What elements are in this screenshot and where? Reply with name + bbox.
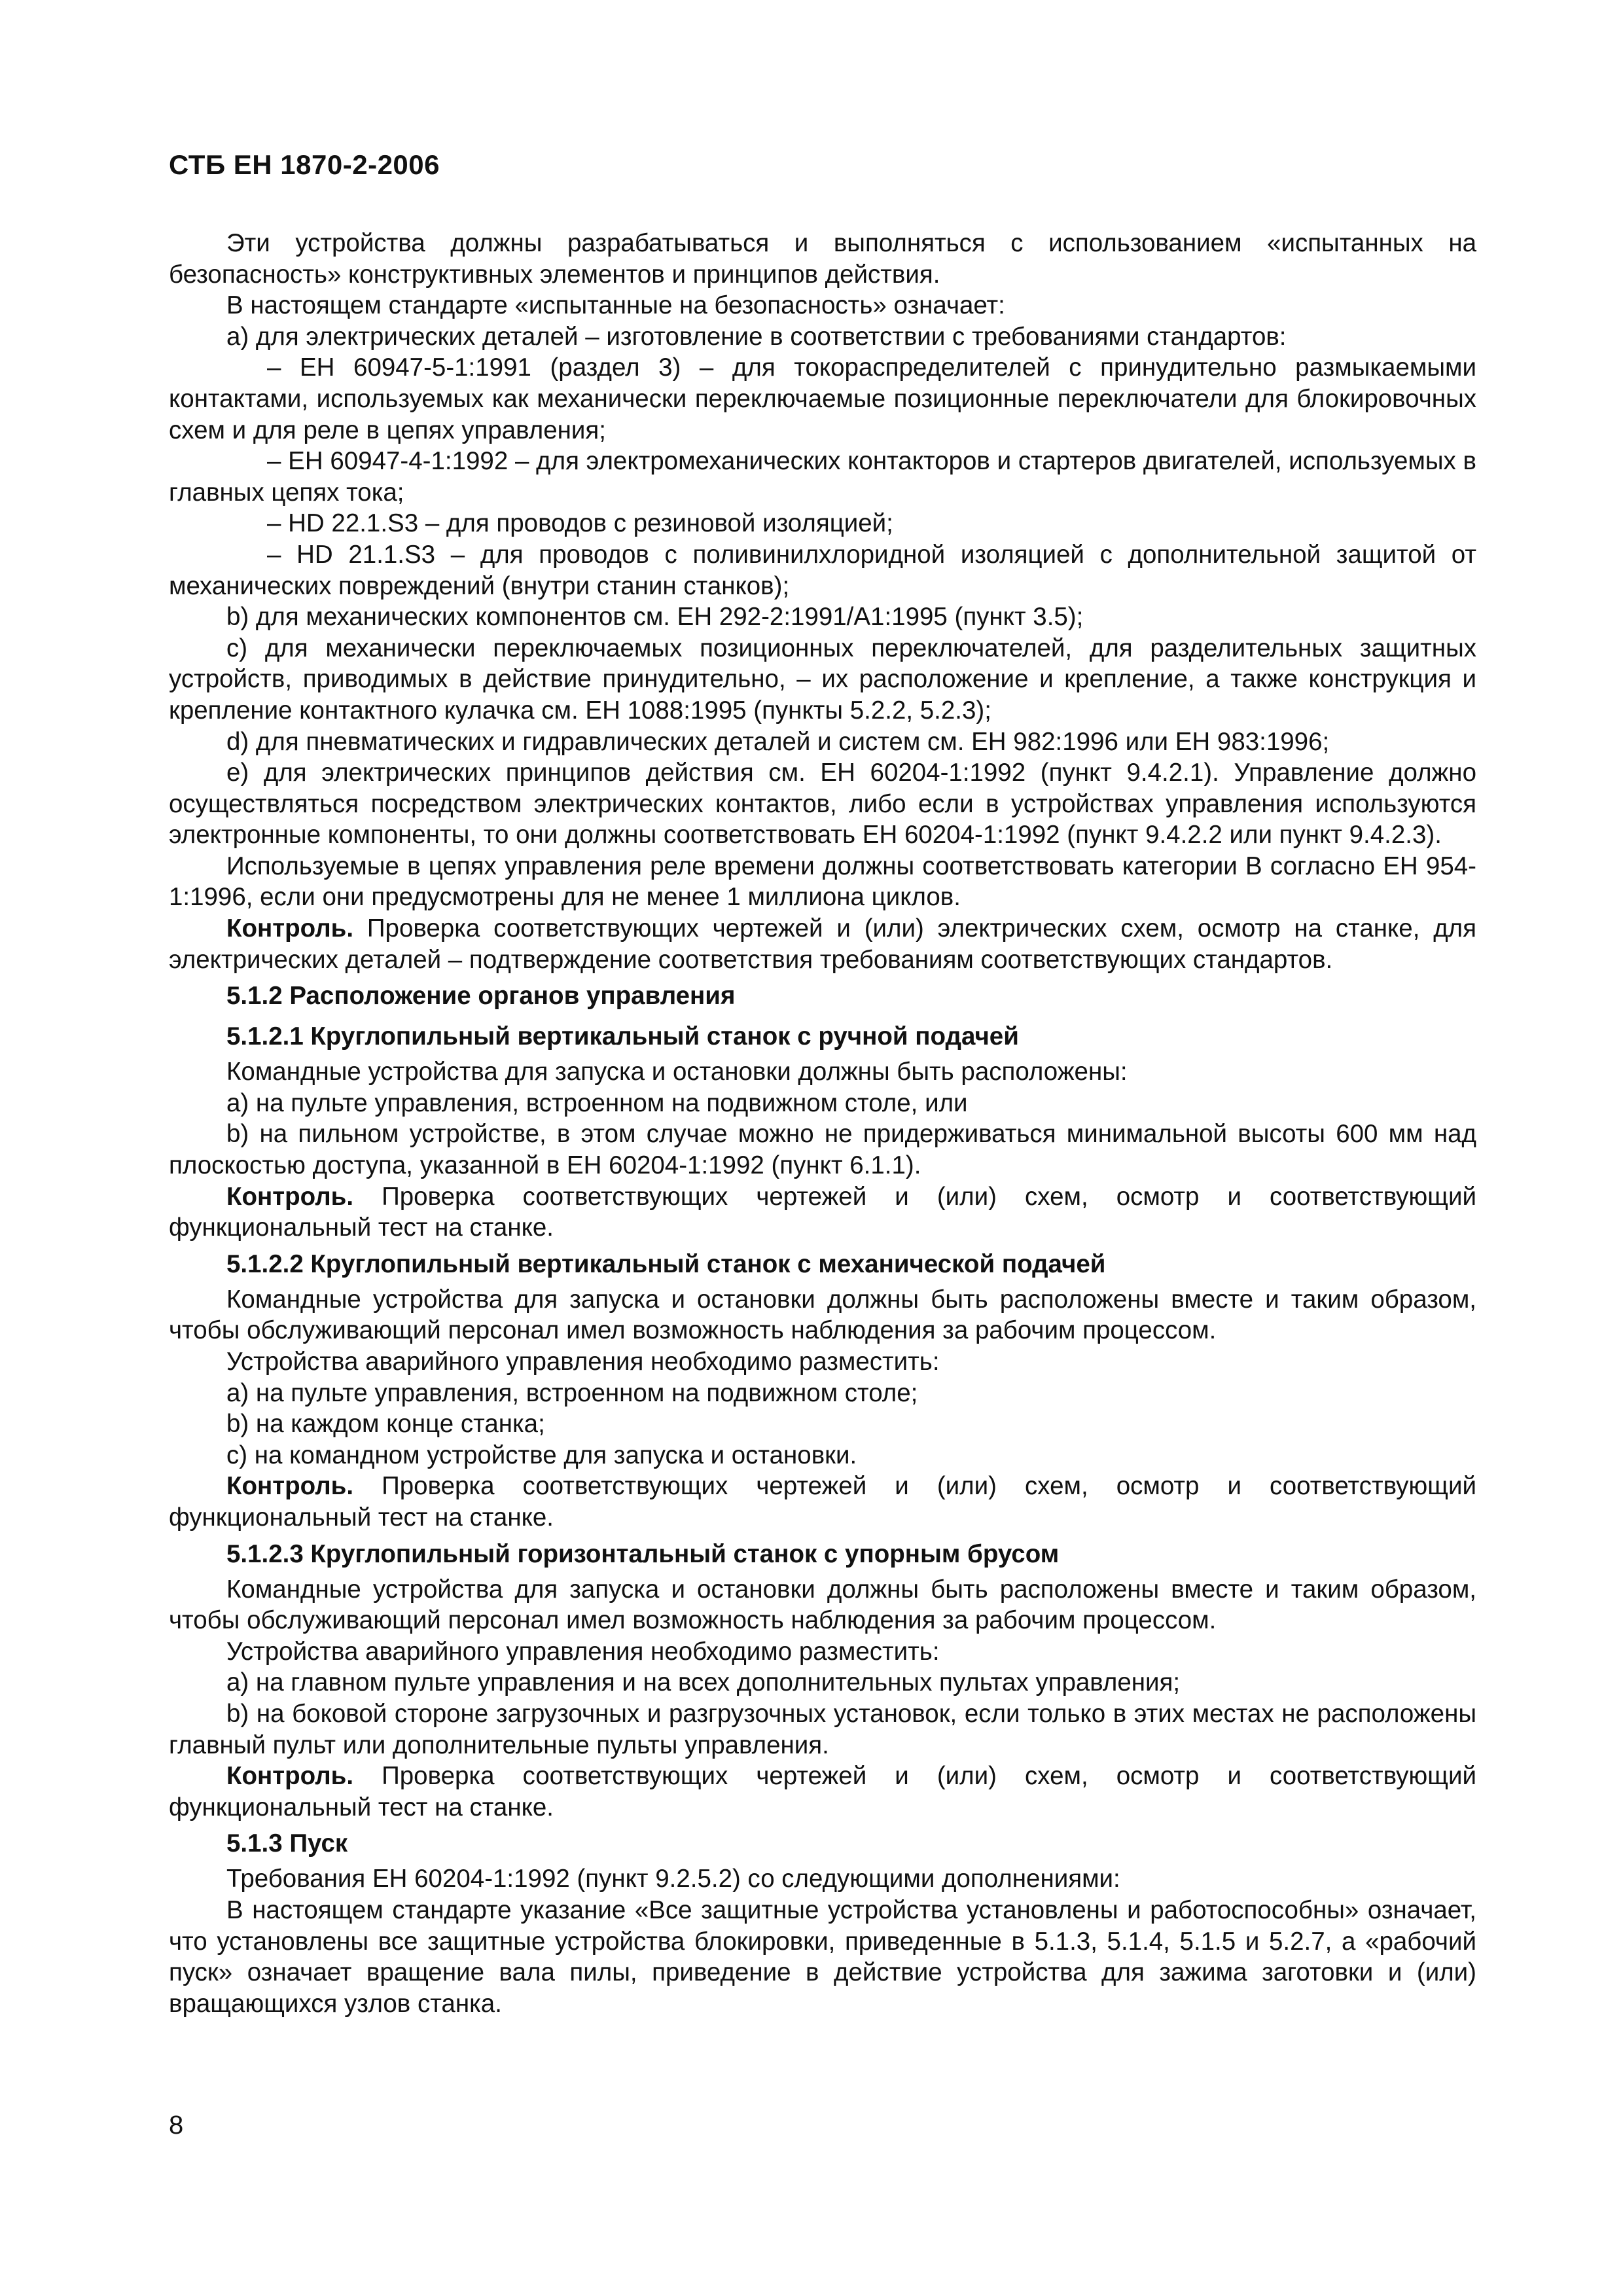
- paragraph: Командные устройства для запуска и остановки должны быть расположены вместе и таким образом, чтобы обслуживающий персонал имел возможность наблюдения за рабочим процессом.: [169, 1285, 1476, 1345]
- control-label: Контроль.: [226, 914, 354, 943]
- list-item: – ЕН 60947-5-1:1991 (раздел 3) – для токораспределителей с принудительно размыкаемыми контактами, используемых как механически переключаемые позиционные переключатели для блокировочных схем и для реле в цепях управления;: [169, 353, 1476, 444]
- paragraph: Требования ЕН 60204-1:1992 (пункт 9.2.5.2) со следующими дополнениями:: [226, 1865, 1120, 1893]
- section-heading: 5.1.2 Расположение органов управления: [226, 982, 736, 1011]
- control-paragraph: [169, 1181, 1476, 1244]
- section-heading: 5.1.3 Пуск: [226, 1829, 348, 1858]
- control-label: Контроль.: [226, 1762, 354, 1791]
- control-label: Контроль.: [226, 1472, 354, 1501]
- control-paragraph: [169, 913, 1476, 975]
- paragraph: Устройства аварийного управления необходимо разместить:: [226, 1348, 940, 1376]
- list-item: a) на пульте управления, встроенном на подвижном столе, или: [226, 1088, 968, 1117]
- list-item: – HD 22.1.S3 – для проводов с резиновой изоляцией;: [267, 509, 893, 538]
- control-paragraph: [169, 1761, 1476, 1823]
- subsection-heading: 5.1.2.2 Круглопильный вертикальный станок с механической подачей: [226, 1249, 1106, 1278]
- subsection-heading: 5.1.2.1 Круглопильный вертикальный станок с ручной подачей: [226, 1022, 1019, 1051]
- control-text: Проверка соответствующих чертежей и (или) электрических схем, осмотр на станке, для электрических деталей – подтверждение соответствия требованиям соответствующих стандартов.: [169, 914, 1476, 974]
- subsection-heading: 5.1.2.3 Круглопильный горизонтальный станок с упорным брусом: [226, 1539, 1060, 1568]
- list-item: a) на пульте управления, встроенном на подвижном столе;: [226, 1378, 918, 1407]
- page-number: 8: [169, 2111, 184, 2140]
- paragraph: Используемые в цепях управления реле времени должны соответствовать категории В согласно ЕН 954-1:1996, если они предусмотрены для не менее 1 миллиона циклов.: [169, 852, 1476, 912]
- control-label: Контроль.: [226, 1182, 354, 1211]
- list-item: e) для электрических принципов действия см. ЕН 60204-1:1992 (пункт 9.4.2.1). Управление должно осуществляться посредством электрических контактов, либо если в устройствах управления используются электронные компоненты, то они должны соответствовать ЕН 60204-1:1992 (пункт 9.4.2.2 или пункт 9.4.2.3).: [169, 759, 1476, 850]
- paragraph: Эти устройства должны разрабатываться и выполняться с использованием «испытанных на безопасность» конструктивных элементов и принципов действия.: [169, 229, 1476, 289]
- list-item: c) на командном устройстве для запуска и остановки.: [226, 1441, 857, 1469]
- paragraph: В настоящем стандарте «испытанные на безопасность» означает:: [226, 291, 1005, 320]
- control-text: Проверка соответствующих чертежей и (или) схем, осмотр и соответствующий функциональный тест на станке.: [169, 1472, 1476, 1532]
- document-body: [169, 228, 1476, 2019]
- list-item: a) для электрических деталей – изготовление в соответствии с требованиями стандартов:: [226, 322, 1287, 351]
- list-item: – ЕН 60947-4-1:1992 – для электромеханических контакторов и стартеров двигателей, используемых в главных цепях тока;: [169, 447, 1476, 507]
- control-text: Проверка соответствующих чертежей и (или) схем, осмотр и соответствующий функциональный тест на станке.: [169, 1182, 1476, 1242]
- document-header: СТБ ЕН 1870-2-2006: [169, 149, 440, 180]
- list-item: b) на боковой стороне загрузочных и разгрузочных установок, если только в этих местах не расположены главный пульт или дополнительные пульты управления.: [169, 1699, 1476, 1759]
- list-item: b) для механических компонентов см. ЕН 292-2:1991/А1:1995 (пункт 3.5);: [226, 603, 1084, 632]
- list-item: c) для механически переключаемых позиционных переключателей, для разделительных защитных устройств, приводимых в действие принудительно, – их расположение и крепление, а также конструкция и крепление контактного кулачка см. ЕН 1088:1995 (пункты 5.2.2, 5.2.3);: [169, 634, 1476, 725]
- list-item: b) на пильном устройстве, в этом случае можно не придерживаться минимальной высоты 600 мм над плоскостью доступа, указанной в ЕН 60204-1:1992 (пункт 6.1.1).: [169, 1120, 1476, 1180]
- paragraph: Командные устройства для запуска и остановки должны быть расположены:: [226, 1058, 1128, 1086]
- control-text: Проверка соответствующих чертежей и (или) схем, осмотр и соответствующий функциональный тест на станке.: [169, 1762, 1476, 1821]
- list-item: a) на главном пульте управления и на всех дополнительных пультах управления;: [226, 1668, 1181, 1697]
- list-item: d) для пневматических и гидравлических деталей и систем см. ЕН 982:1996 или ЕН 983:1996;: [226, 727, 1330, 756]
- paragraph: Командные устройства для запуска и остановки должны быть расположены вместе и таким образом, чтобы обслуживающий персонал имел возможность наблюдения за рабочим процессом.: [169, 1575, 1476, 1635]
- list-item: – HD 21.1.S3 – для проводов с поливинилхлоридной изоляцией с дополнительной защитой от механических повреждений (внутри станин станков);: [169, 540, 1476, 600]
- paragraph: В настоящем стандарте указание «Все защитные устройства установлены и работоспособны» означает, что установлены все защитные устройства блокировки, приведенные в 5.1.3, 5.1.4, 5.1.5 и 5.2.7, а «рабочий пуск» означает вращение вала пилы, приведение в действие устройства для зажима заготовки и (или) вращающихся узлов станка.: [169, 1895, 1476, 2018]
- control-paragraph: [169, 1471, 1476, 1533]
- paragraph: Устройства аварийного управления необходимо разместить:: [226, 1637, 940, 1666]
- list-item: b) на каждом конце станка;: [226, 1410, 545, 1439]
